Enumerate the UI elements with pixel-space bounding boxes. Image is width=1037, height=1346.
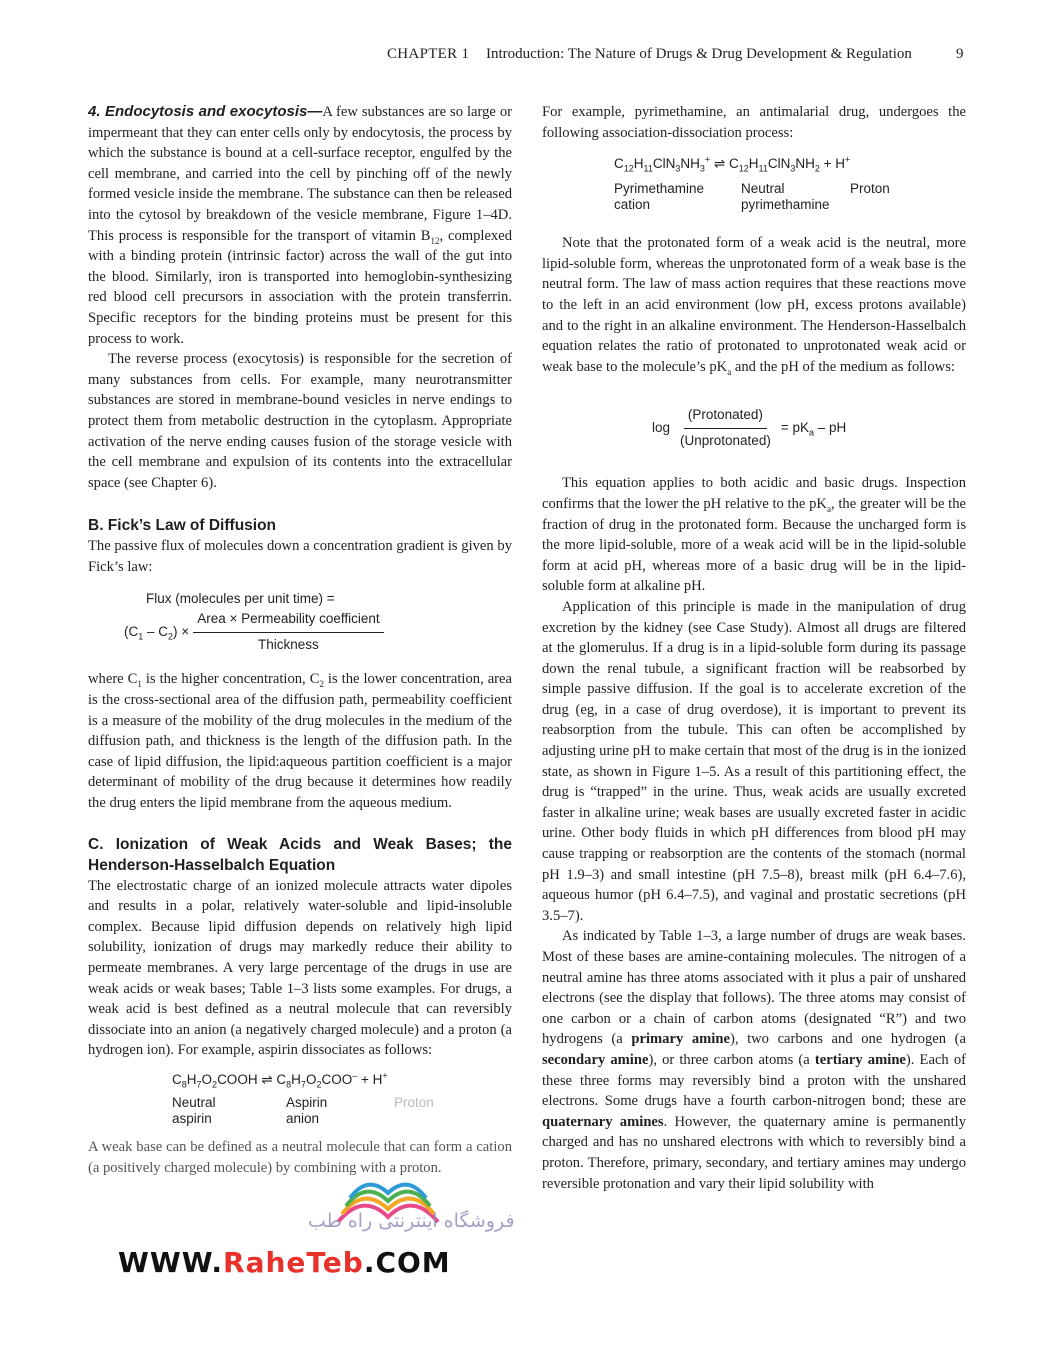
pyr-label-neutral: Neutral pyrimethamine [741, 181, 830, 213]
hh-fraction: $\frac{\text{(Protonated)}}{\text{(Unprotonated)}}$ [680, 407, 771, 448]
pyr-label-proton: Proton [850, 181, 890, 197]
amines-paragraph: As indicated by Table 1–3, a large number of drugs are weak bases. Most of these bases are amine-containing molecules. The nitrogen of a neutral amine has three atoms associated with it plus a pair of unshared electrons (see the display that follows). The three atoms may consist of one carbon or a chain of carbon atoms (designated “R”) and two hydrogens (a primary amine), two carbons and one hydrogen (a secondary amine), or three carbon atoms (a tertiary amine). Each of these three forms may reversibly bind a proton with the unshared electrons. Some drugs have a fourth carbon-nitrogen bond; these are quaternary amines. However, the quaternary amine is permanently charged and has no unshared electrons with which to reversibly bind a proton. Therefore, primary, secondary, and tertiary amines may undergo reversible protonation and vary their lipid solubility with [542, 928, 966, 1192]
watermark-persian: فروشگاه اینترنتی راه طب [308, 1210, 515, 1232]
fick-intro: The passive flux of molecules down a concentration gradient is given by Fick’s law: [88, 538, 512, 575]
equilibrium-arrow: ⇌ [713, 156, 726, 172]
running-header [0, 46, 1037, 68]
equilibrium-arrow: ⇌ [261, 1071, 273, 1087]
endocytosis-paragraph: 4. Endocytosis and exocytosis—A few substances are so large or impermeant that they can enter cells only by endocytosis, the process by which the substance is bound at a cell-surface receptor, engulfed by the cell membrane, and carried into the cell by pinching off of the newly formed vesicle inside the membrane. The substance can then be released into the cytosol by breakdown of the vesicle membrane, Figure 1–4D. This process is responsible for the transport of vitamin $B_{12}$, complexed with a binding protein (intrinsic factor) across the wall of the gut into the blood. Similarly, iron is transported into hemoglobin-synthesizing red blood cell precursors in association with the protein transferrin. Specific receptors for the binding proteins must be present for this process to work. [88, 103, 512, 347]
fick-heading: B. Fick’s Law of Diffusion [88, 517, 277, 535]
aspirin-label-proton: Proton [394, 1094, 434, 1110]
aspirin-label-neutral: Neutral aspirin [172, 1094, 216, 1126]
henderson-hasselbalch-equation: log $\frac{\text{(Protonated)}}{\text{(Unprotonated)}}$ = $pK_a$ – pH [652, 397, 966, 459]
chapter-label: CHAPTER 1 [387, 46, 470, 62]
excretion-paragraph: Application of this principle is made in the manipulation of drug excretion by the kidney (see Case Study). Almost all drugs are filtered at the glomerulus. If a drug is in a lipid-soluble form during its passage down the renal tubule, a significant fraction will be reabsorbed by simple passive diffusion. If the goal is to accelerate excretion of the drug (eg, in a case of drug overdose), it is important to prevent its reabsorption from the tubule. This can often be accomplished by adjusting urine pH to make certain that most of the drug is in the ionized state, as shown in Figure 1–5. As a result of this partitioning effect, the drug is “trapped” in the urine. Thus, weak acids are usually excreted faster in alkaline urine; weak bases are usually excreted faster in acidic urine. Other body fluids in which pH differences from blood pH may cause trapping or reabsorption are the contents of the stomach (normal pH 1.9–3) and small intestine (pH 7.5–8), breast milk (pH 6.4–7.6), aqueous humor (pH 6.4–7.5), and vaginal and prostatic secretions (pH 3.5–7). [542, 598, 966, 924]
right-column [542, 102, 966, 1194]
page-number: 9 [956, 46, 964, 62]
aspirin-anion-formula: $C_8H_7O_2COO^- + H^+$ [276, 1070, 388, 1090]
fick-equation: Flux (molecules per unit time) = $(C_1 - C_2)$ × $\frac{\text{Area × Permeability coefficient}}{\text{Thickness}}$ [146, 589, 512, 657]
fick-equation-line1: Flux (molecules per unit time) = [146, 591, 335, 607]
pyrimethamine-cation-formula: $C_{12}H_{11}ClN_3NH_3^+$ [614, 154, 711, 174]
fick-explanation: where $C_1$ is the higher concentration, $C_2$ is the lower concentration, area is the cross-sectional area of the diffusion path, permeability coefficient is a measure of the mobility of the drug molecules in the medium of the diffusion path, and thickness is the length of the diffusion path. In the case of lipid diffusion, the lipid:aqueous partition coefficient is a major determinant of mobility of the drug because it determines how readily the drug enters the lipid membrane from the aqueous medium. [88, 671, 512, 812]
exocytosis-paragraph: The reverse process (exocytosis) is responsible for the secretion of many substances from cells. For example, many neurotransmitter substances are stored in membrane-bound vesicles in nerve endings to protect them from metabolic destruction in the cytoplasm. Appropriate activation of the nerve ending causes fusion of the storage vesicle with the cell membrane and expulsion of its contents into the extracellular space (see Chapter 6). [88, 351, 512, 491]
term-secondary-amine: secondary amine [542, 1051, 649, 1068]
aspirin-equation [172, 1071, 512, 1131]
aspirin-label-anion: Aspirin anion [286, 1094, 328, 1126]
term-quaternary-amines: quaternary amines [542, 1113, 664, 1130]
protonation-paragraph: Note that the protonated form of a weak acid is the neutral, more lipid-soluble form, whereas the unprotonated form of a weak base is the neutral form. The law of mass action requires that these reactions move to the left in an acid environment (low pH, excess protons available) and to the right in an alkaline environment. The Henderson-Hasselbalch equation relates the ratio of protonated to unprotonated weak acid or weak base to the molecule’s $pK_a$ and the pH of the medium as follows: [542, 235, 966, 377]
ionization-paragraph: The electrostatic charge of an ionized molecule attracts water dipoles and results in a polar, relatively water-soluble and lipid-insoluble complex. Because lipid diffusion depends on relatively high lipid solubility, ionization of drugs may markedly reduce their ability to permeate membranes. A very large percentage of the drugs in use are weak acids or weak bases; Table 1–3 lists some examples. For drugs, a weak acid is best defined as a neutral molecule that can reversibly dissociate into an anion (a negatively charged molecule) and a proton (a hydrogen ion). For example, aspirin dissociates as follows: [88, 877, 512, 1059]
term-tertiary-amine: tertiary amine [814, 1051, 906, 1068]
fick-fraction: $\frac{\text{Area × Permeability coefficient}}{\text{Thickness}}$ [193, 609, 383, 655]
pyrimethamine-equation [614, 155, 966, 217]
endocytosis-runin-heading: 4. Endocytosis and exocytosis— [88, 103, 323, 120]
ionization-heading: C. Ionization of Weak Acids and Weak Bases; the Henderson-Hasselbalch Equation [88, 835, 512, 874]
left-column [88, 102, 512, 1178]
pyrimethamine-neutral-formula: $C_{12}H_{11}ClN_3NH_2 + H^+$ [729, 154, 851, 174]
term-primary-amine: primary amine [631, 1031, 730, 1048]
aspirin-neutral-formula: $C_8H_7O_2COOH$ [172, 1071, 258, 1090]
watermark-url: WWW.RaheTeb.COM [118, 1246, 451, 1279]
pyrimethamine-intro: For example, pyrimethamine, an antimalarial drug, undergoes the following association-dissociation process: [542, 104, 966, 141]
weak-base-paragraph: A weak base can be defined as a neutral molecule that can form a cation (a positively charged molecule) by combining with a proton. [88, 1138, 512, 1176]
equation-application-paragraph: This equation applies to both acidic and basic drugs. Inspection confirms that the lower the pH relative to the $pK_a$, the greater will be the fraction of drug in the protonated form. Because the uncharged form is the more lipid-soluble, more of a weak acid will be in the lipid-soluble form at acid pH, whereas more of a basic drug will be in the lipid-soluble form at alkaline pH. [542, 475, 967, 595]
pyr-label-cation: Pyrimethamine cation [614, 181, 705, 213]
chapter-title: Introduction: The Nature of Drugs & Drug Development & Regulation [486, 46, 912, 62]
watermark [118, 1162, 538, 1282]
